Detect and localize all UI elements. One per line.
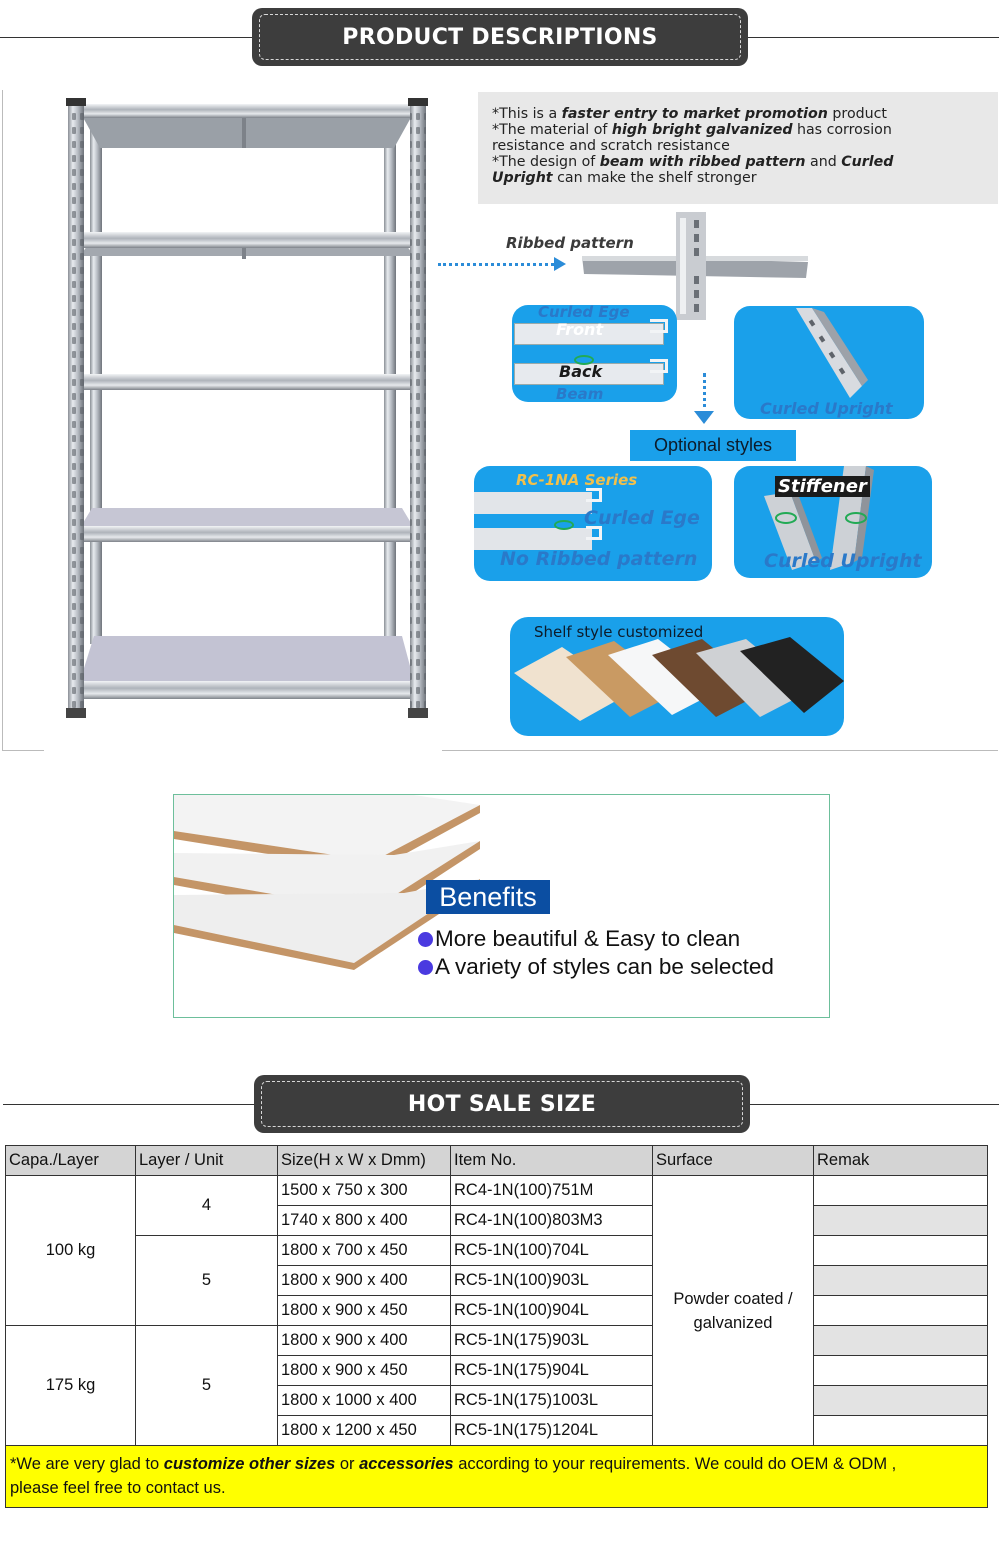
- section-title-hot-sale-size: HOT SALE SIZE: [254, 1075, 750, 1133]
- capa-cell: 100 kg: [6, 1176, 136, 1326]
- remark-cell: [814, 1326, 988, 1356]
- layer-cell: 5: [136, 1236, 278, 1326]
- curled-upright-2-label: Curled Upright: [764, 550, 922, 572]
- stiffener-label: Stiffener: [775, 476, 870, 497]
- size-cell: 1500 x 750 x 300: [278, 1176, 451, 1206]
- no-ribbed-label: No Ribbed pattern: [500, 548, 698, 570]
- optional-styles-label: Optional styles: [630, 430, 796, 461]
- header-capa: Capa./Layer: [6, 1146, 136, 1176]
- remark-cell: [814, 1176, 988, 1206]
- remark-cell: [814, 1416, 988, 1446]
- banner-rule-left: [0, 37, 255, 38]
- item-cell: RC5-1N(100)704L: [451, 1236, 653, 1266]
- capa-cell: 175 kg: [6, 1326, 136, 1446]
- arrow-down-dotted-line: [703, 373, 706, 415]
- curled-edge-2-label: Curled Ege: [584, 507, 700, 529]
- surface-cell: Powder coated / galvanized: [653, 1176, 814, 1446]
- table-row: [6, 1236, 988, 1266]
- arrow-dotted-line: [438, 263, 560, 266]
- item-cell: RC4-1N(100)751M: [451, 1176, 653, 1206]
- banner-rule-right: [748, 37, 999, 38]
- remark-cell: [814, 1356, 988, 1386]
- remark-cell: [814, 1386, 988, 1416]
- arrow-down-icon: [694, 411, 714, 424]
- section-title-product-descriptions: PRODUCT DESCRIPTIONS: [252, 8, 748, 66]
- shelf-style-label: Shelf style customized: [534, 623, 704, 641]
- size-cell: 1800 x 700 x 450: [278, 1236, 451, 1266]
- front-label: Front: [556, 320, 604, 339]
- table-header-row: [6, 1146, 988, 1176]
- size-cell: 1740 x 800 x 400: [278, 1206, 451, 1236]
- layer-cell: 5: [136, 1326, 278, 1446]
- header-item: Item No.: [451, 1146, 653, 1176]
- layer-cell: 4: [136, 1176, 278, 1236]
- header-surface: Surface: [653, 1146, 814, 1176]
- item-cell: RC5-1N(100)904L: [451, 1296, 653, 1326]
- item-cell: RC4-1N(100)803M3: [451, 1206, 653, 1236]
- product-description-box: *This is a faster entry to market promotion product *The material of high bright galvanized has corrosion resistance and scratch resistance *The design of beam with ribbed pattern and Curled Upright can make the shelf stronger: [478, 92, 998, 204]
- bullet-icon: [418, 960, 433, 975]
- curled-edge-label: Curled Ege: [538, 303, 630, 321]
- size-table: [5, 1145, 988, 1508]
- remark-cell: [814, 1236, 988, 1266]
- header-layer: Layer / Unit: [136, 1146, 278, 1176]
- size-cell: 1800 x 1000 x 400: [278, 1386, 451, 1416]
- item-cell: RC5-1N(175)904L: [451, 1356, 653, 1386]
- customization-note: *We are very glad to customize other sizes or accessories according to your requirements. We could do OEM & ODM , please feel free to contact us.: [6, 1446, 988, 1508]
- bullet-icon: [418, 932, 433, 947]
- remark-cell: [814, 1296, 988, 1326]
- banner-rule-right: [748, 1104, 999, 1105]
- table-row: [6, 1326, 988, 1356]
- item-cell: RC5-1N(175)903L: [451, 1326, 653, 1356]
- benefit-item-1: More beautiful & Easy to clean: [418, 926, 740, 952]
- curled-upright-label: Curled Upright: [760, 399, 893, 418]
- remark-cell: [814, 1206, 988, 1236]
- size-cell: 1800 x 900 x 450: [278, 1296, 451, 1326]
- banner-rule-left: [3, 1104, 257, 1105]
- back-label: Back: [559, 362, 603, 381]
- remark-cell: [814, 1266, 988, 1296]
- series-label: RC-1NA Series: [516, 471, 638, 489]
- size-cell: 1800 x 1200 x 450: [278, 1416, 451, 1446]
- size-cell: 1800 x 900 x 400: [278, 1326, 451, 1356]
- benefit-item-2: A variety of styles can be selected: [418, 954, 774, 980]
- beam-label: Beam: [556, 385, 604, 403]
- size-cell: 1800 x 900 x 450: [278, 1356, 451, 1386]
- header-remark: Remak: [814, 1146, 988, 1176]
- item-cell: RC5-1N(175)1003L: [451, 1386, 653, 1416]
- shelving-unit-image: [62, 96, 436, 721]
- table-note-row: [6, 1446, 988, 1508]
- item-cell: RC5-1N(100)903L: [451, 1266, 653, 1296]
- item-cell: RC5-1N(175)1204L: [451, 1416, 653, 1446]
- size-cell: 1800 x 900 x 400: [278, 1266, 451, 1296]
- benefits-title: Benefits: [426, 880, 550, 914]
- header-size: Size(H x W x Dmm): [278, 1146, 451, 1176]
- arrow-right-icon: [554, 257, 566, 271]
- table-row: [6, 1176, 988, 1206]
- ribbed-pattern-label: Ribbed pattern: [506, 234, 634, 252]
